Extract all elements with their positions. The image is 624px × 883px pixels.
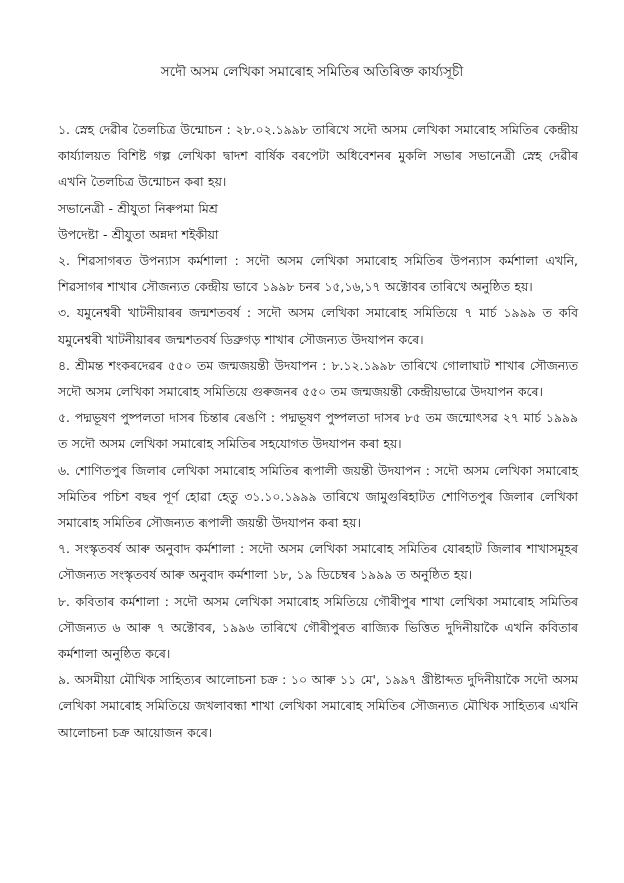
advisor-line: উপদেষ্টা - শ্ৰীযুতা অন্নদা শইকীয়া	[58, 226, 219, 242]
paragraph-item-8: ৮. কবিতাৰ কৰ্মশালা : সদৌ অসম লেখিকা সমাৰোহ সমিতিয়ে গৌৰীপুৰ শাখা লেখিকা সমাৰোহ সমিতিৰ সৌজন্যত ৬ আৰু ৭ অক্টোবৰ, ১৯৯৬ তাৰিখে গৌৰীপুৰত ৰাজ্যিক ভিত্তিত দুদিনীয়াকৈ এখনি কবিতাৰ কৰ্মশালা অনুষ্ঠিত কৰে।	[58, 593, 578, 662]
paragraph-item-2: ২. শিৱসাগৰত উপন্যাস কৰ্মশালা : সদৌ অসম লেখিকা সমাৰোহ সমিতিৰ উপন্যাস কৰ্মশালা এখনি, শিৱসাগৰ শাখাৰ সৌজন্যত কেন্দ্ৰীয় ভাবে ১৯৯৮ চনৰ ১৫,১৬,১৭ অক্টোবৰ তাৰিখে অনুষ্ঠিত হয়।	[58, 253, 578, 295]
paragraph-item-9: ৯. অসমীয়া মৌখিক সাহিত্যৰ আলোচনা চক্ৰ : ১০ আৰু ১১ মে', ১৯৯৭ খ্ৰীষ্টাব্দত দুদিনীয়াকৈ সদৌ অসম লেখিকা সমাৰোহ সমিতিয়ে জখলাবন্ধা শাখা লেখিকা সমাৰোহ সমিতিৰ সৌজন্যত মৌখিক সাহিত্যৰ এখনি আলোচনা চক্ৰ আয়োজন কৰে।	[58, 672, 578, 740]
document-title: সদৌ অসম লেখিকা সমাৰোহ সমিতিৰ অতিৰিক্ত কাৰ্য্যসূচী	[160, 64, 464, 80]
document-body	[58, 117, 578, 746]
paragraph-item-3: ৩. যমুনেশ্বৰী খাটনীয়াৰৰ জন্মশতবৰ্ষ : সদৌ অসম লেখিকা সমাৰোহ সমিতিয়ে ৭ মাৰ্চ ১৯৯৯ ত কবি যমুনেশ্বৰী খাটনীয়াৰৰ জন্মশতবৰ্ষ ডিব্ৰুগড় শাখাৰ সৌজন্যত উদযাপন কৰে।	[58, 305, 578, 347]
paragraph-item-6: ৬. শোণিতপুৰ জিলাৰ লেখিকা সমাৰোহ সমিতিৰ ৰূপালী জয়ন্তী উদযাপন : সদৌ অসম লেখিকা সমাৰোহ সমিতিৰ পচিশ বছৰ পূৰ্ণ হোৱা হেতু ৩১.১০.১৯৯৯ তাৰিখে জামুগুৰিহাটত শোণিতপুৰ জিলাৰ লেখিকা সমাৰোহ সমিতিৰ সৌজন্যত ৰূপালী জয়ন্তী উদযাপন কৰা হয়।	[58, 462, 578, 531]
paragraph-item-5: ৫. পদ্মভূষণ পুষ্পলতা দাসৰ চিন্তাৰ ৰেঙণি : পদ্মভূষণ পুষ্পলতা দাসৰ ৮৫ তম জন্মোৎসৱ ২৭ মাৰ্চ ১৯৯৯ ত সদৌ অসম লেখিকা সমাৰোহ সমিতিৰ সহযোগত উদযাপন কৰা হয়।	[58, 410, 578, 452]
paragraph-item-1: ১. স্নেহ দেৱীৰ তৈলচিত্ৰ উন্মোচন : ২৮.০২.১৯৯৮ তাৰিখে সদৌ অসম লেখিকা সমাৰোহ সমিতিৰ কেন্দ্ৰীয় কাৰ্য্যালয়ত বিশিষ্ট গল্প লেখিকা দ্বাদশ বাৰ্ষিক বৰপেটা অধিবেশনৰ মুকলি সভাৰ সভানেত্ৰী স্নেহ দেৱীৰ এখনি তৈলচিত্ৰ উন্মোচন কৰা হয়।	[58, 122, 578, 190]
president-line: সভানেত্ৰী - শ্ৰীযুতা নিৰুপমা মিশ্ৰ	[58, 200, 218, 216]
paragraph-item-4: ৪. শ্ৰীমন্ত শংকৰদেৱৰ ৫৫০ তম জন্মজয়ন্তী উদযাপন : ৮.১২.১৯৯৮ তাৰিখে গোলাঘাট শাখাৰ সৌজন্যত সদৌ অসম লেখিকা সমাৰোহ সমিতিয়ে গুৰুজনৰ ৫৫০ তম জন্মজয়ন্তী কেন্দ্ৰীয়ভাৱে উদযাপন কৰে।	[58, 357, 578, 400]
paragraph-item-7: ৭. সংস্কৃতবৰ্ষ আৰু অনুবাদ কৰ্মশালা : সদৌ অসম লেখিকা সমাৰোহ সমিতিৰ যোৰহাট জিলাৰ শাখাসমূহৰ সৌজন্যত সংস্কৃতবৰ্ষ আৰু অনুবাদ কৰ্মশালা ১৮, ১৯ ডিচেম্বৰ ১৯৯৯ ত অনুষ্ঠিত হয়।	[58, 541, 578, 583]
